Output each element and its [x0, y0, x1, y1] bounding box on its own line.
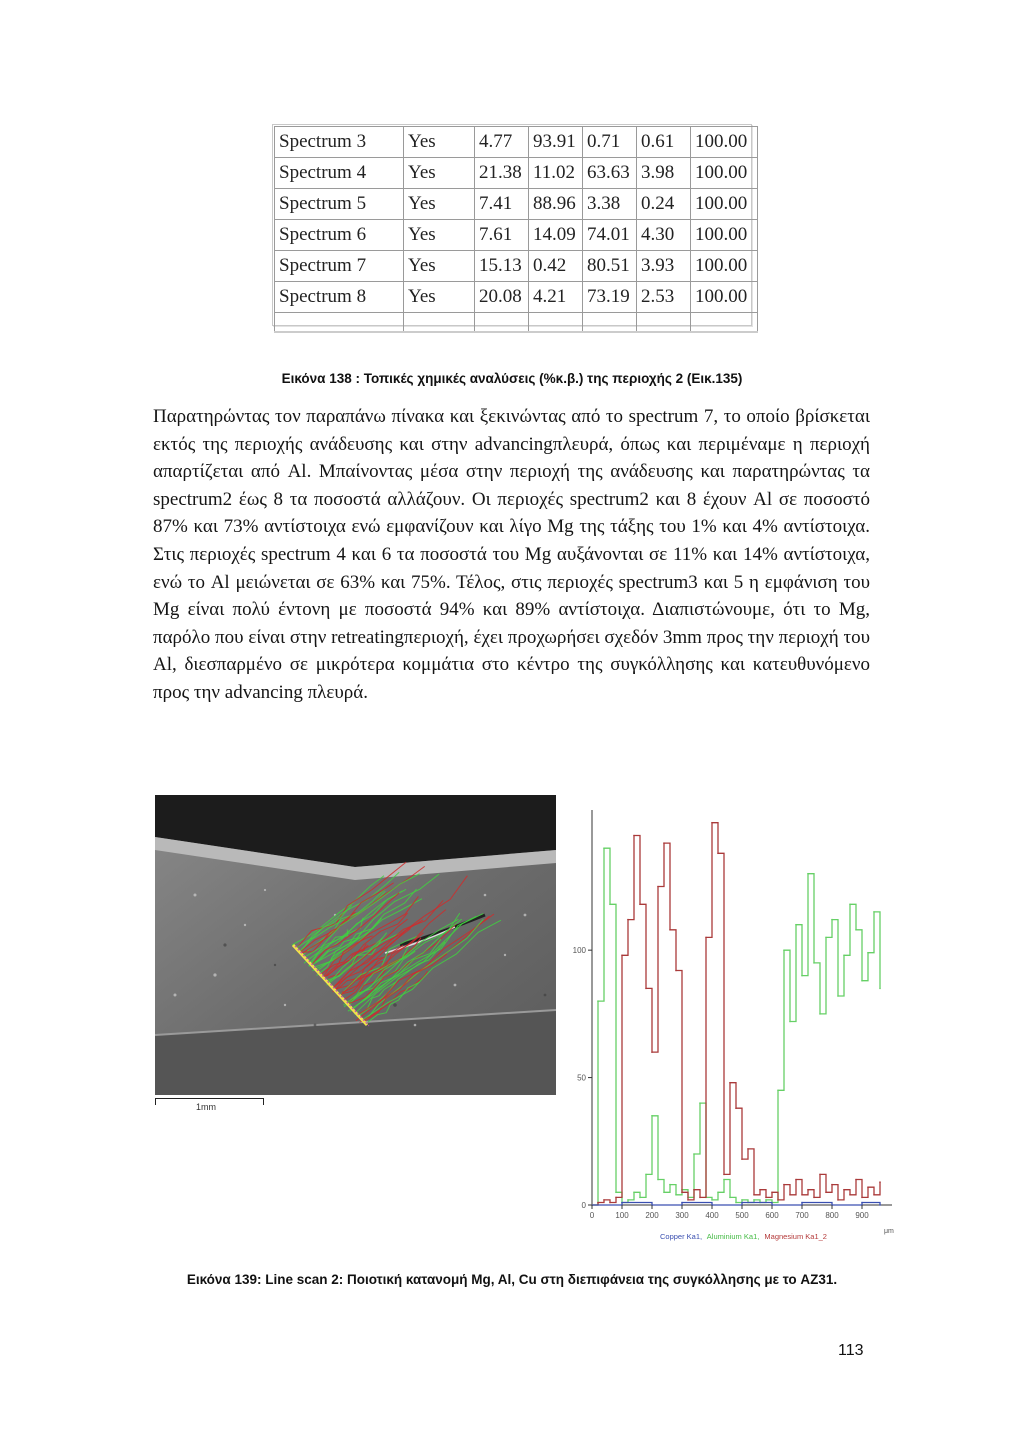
table-cell: Yes	[404, 251, 475, 282]
data-point	[741, 1202, 743, 1204]
sem-micrograph	[155, 795, 556, 1095]
x-tick-label: 200	[645, 1211, 659, 1220]
data-point	[765, 1199, 767, 1201]
data-point	[825, 1192, 827, 1194]
data-point	[693, 1153, 695, 1155]
table-cell: 2.53	[637, 282, 691, 313]
table-cell: Yes	[404, 189, 475, 220]
data-point	[879, 1181, 881, 1183]
data-point	[825, 937, 827, 939]
x-tick-label: 700	[795, 1211, 809, 1220]
data-point	[789, 1194, 791, 1196]
data-point	[621, 955, 623, 957]
data-point	[735, 1202, 737, 1204]
y-tick-label: 50	[577, 1073, 586, 1083]
table-cell: Spectrum 5	[275, 189, 404, 220]
table-cell: 0.24	[637, 189, 691, 220]
data-point	[699, 1102, 701, 1104]
table-cell: 100.00	[691, 189, 758, 220]
table-row	[275, 220, 758, 251]
legend-aluminium: Aluminium Ka1,	[706, 1232, 760, 1241]
table-cell: 21.38	[475, 158, 529, 189]
data-point	[873, 911, 875, 913]
data-point	[855, 1179, 857, 1181]
data-point	[783, 1184, 785, 1186]
data-point	[603, 1199, 605, 1201]
legend-copper: Copper Ka1,	[660, 1232, 703, 1241]
data-point	[849, 1194, 851, 1196]
data-point	[801, 1194, 803, 1196]
data-point	[675, 1194, 677, 1196]
table-cell: 100.00	[691, 127, 758, 158]
table-cell: Spectrum 7	[275, 251, 404, 282]
data-point	[657, 886, 659, 888]
table-cell: 20.08	[475, 282, 529, 313]
table-cell: 3.38	[583, 189, 637, 220]
x-tick-label: 400	[705, 1211, 719, 1220]
table-cell: Spectrum 6	[275, 220, 404, 251]
data-point	[657, 1179, 659, 1181]
data-point	[777, 1199, 779, 1201]
data-point	[717, 853, 719, 855]
data-point	[651, 1115, 653, 1117]
data-point	[813, 1197, 815, 1199]
chart-legend	[660, 1232, 830, 1241]
table-cell: Yes	[404, 282, 475, 313]
table-cell: 0.42	[529, 251, 583, 282]
table-cell: 4.77	[475, 127, 529, 158]
table-row	[275, 127, 758, 158]
table-cell: 7.61	[475, 220, 529, 251]
chart-series	[591, 822, 881, 1206]
x-tick-label: 600	[765, 1211, 779, 1220]
data-point	[645, 1174, 647, 1176]
data-point	[633, 1192, 635, 1194]
data-point	[741, 1199, 743, 1201]
data-point	[693, 1189, 695, 1191]
data-point	[801, 1202, 803, 1204]
data-point	[849, 904, 851, 906]
data-point	[681, 1192, 683, 1194]
table-row	[275, 158, 758, 189]
table-cell: Spectrum 3	[275, 127, 404, 158]
legend-magnesium: Magnesium Ka1_2	[764, 1232, 827, 1241]
data-point	[633, 835, 635, 837]
data-point	[753, 1199, 755, 1201]
x-tick-label: 300	[675, 1211, 689, 1220]
data-point	[831, 1184, 833, 1186]
data-point	[711, 1199, 713, 1201]
sem-micrograph-graphic	[155, 795, 556, 1095]
chart-ticks	[573, 946, 870, 1220]
data-point	[723, 1174, 725, 1176]
table-row	[275, 251, 758, 282]
table-cell: 100.00	[691, 158, 758, 189]
data-point	[867, 1186, 869, 1188]
data-point	[603, 847, 605, 849]
data-point	[843, 1189, 845, 1191]
data-point	[855, 929, 857, 931]
x-unit-label: μm	[884, 1228, 894, 1235]
table-cell: 3.93	[637, 251, 691, 282]
x-tick-label: 900	[855, 1211, 869, 1220]
data-point	[765, 1197, 767, 1199]
data-point	[627, 1199, 629, 1201]
series-line	[592, 823, 880, 1205]
data-point	[759, 1189, 761, 1191]
data-point	[723, 1179, 725, 1181]
table-cell: 15.13	[475, 251, 529, 282]
table-cell: 0.61	[637, 127, 691, 158]
table-row	[275, 189, 758, 220]
data-point	[813, 962, 815, 964]
table-row-partial	[275, 313, 758, 333]
data-point	[645, 988, 647, 990]
table-cell: Spectrum 4	[275, 158, 404, 189]
data-point	[711, 822, 713, 824]
data-point	[621, 1202, 623, 1204]
data-point	[687, 1199, 689, 1201]
table-cell: 3.98	[637, 158, 691, 189]
data-point	[819, 1013, 821, 1015]
data-point	[741, 1158, 743, 1160]
data-point	[639, 904, 641, 906]
data-point	[609, 1202, 611, 1204]
data-point	[669, 1184, 671, 1186]
data-point	[663, 1192, 665, 1194]
data-point	[807, 873, 809, 875]
x-tick-label: 800	[825, 1211, 839, 1220]
data-point	[639, 1197, 641, 1199]
data-point	[837, 995, 839, 997]
data-point	[771, 1192, 773, 1194]
table-cell: 100.00	[691, 251, 758, 282]
figure-caption-138: Εικόνα 138 : Τοπικές χημικές αναλύσεις (%κ.β.) της περιοχής 2 (Εικ.135)	[281, 371, 743, 386]
data-point	[675, 970, 677, 972]
table-row	[275, 282, 758, 313]
data-point	[669, 929, 671, 931]
data-point	[753, 1194, 755, 1196]
data-point	[609, 904, 611, 906]
table-cell: 74.01	[583, 220, 637, 251]
data-point	[837, 1199, 839, 1201]
data-point	[867, 952, 869, 954]
data-point	[783, 949, 785, 951]
spectrum-table	[274, 126, 758, 333]
data-point	[873, 1194, 875, 1196]
table-cell: 7.41	[475, 189, 529, 220]
series-line	[592, 848, 880, 1205]
data-point	[747, 1148, 749, 1150]
table-cell: 100.00	[691, 220, 758, 251]
table-cell: 4.21	[529, 282, 583, 313]
data-point	[729, 1197, 731, 1199]
data-point	[681, 1202, 683, 1204]
data-point	[861, 1202, 863, 1204]
data-point	[861, 980, 863, 982]
table-cell: 100.00	[691, 282, 758, 313]
body-paragraph: Παρατηρώντας τον παραπάνω πίνακα και ξεκινώντας από το spectrum 7, το οποίο βρίσκεται εκτός της περιοχής ανάδευσης και στην advancingπλευρά, όπως και περιμέναμε η περιοχή απαρτίζεται από Al. Μπαίνοντας μέσα στην περιοχή της ανάδευσης και παρατηρώντας τα spectrum2 έως 8 τα ποσοστά αλλάζουν. Οι περιοχές spectrum2 και 8 έχουν Al σε ποσοστό 87% και 73% αντίστοιχα ενώ εμφανίζουν και λίγο Mg της τάξης του 1% και 4% αντίστοιχα. Στις περιοχές spectrum 4 και 6 τα ποσοστά του Mg αυξάνονται σε 11% και 14% αντίστοιχα, ενώ το Al μειώνεται σε 63% και 75%. Τέλος, στις περιοχές spectrum3 και 5 η εμφάνιση του Mg είναι πολύ έντονη με ποσοστά 94% και 89% αντίστοιχα. Διαπιστώνουμε, ότι το Mg, παρόλο που είναι στην retreatingπεριοχή, έχει προχωρήσει σχεδόν 3mm προς την περιοχή του Al, διεσπαρμένο σε μικρότερα κομμάτια στο κέντρο της συγκόλλησης και κατευθυνόμενο προς την advancing πλευρά.	[153, 406, 870, 703]
data-point	[795, 1179, 797, 1181]
table-cell: 93.91	[529, 127, 583, 158]
table-cell: 63.63	[583, 158, 637, 189]
x-tick-label: 100	[615, 1211, 629, 1220]
x-tick-label: 500	[735, 1211, 749, 1220]
data-point	[735, 1107, 737, 1109]
data-point	[843, 955, 845, 957]
data-point	[717, 1192, 719, 1194]
table-cell: 11.02	[529, 158, 583, 189]
data-point	[801, 975, 803, 977]
table-cell: 4.30	[637, 220, 691, 251]
data-point	[699, 1197, 701, 1199]
table-cell: 73.19	[583, 282, 637, 313]
data-point	[795, 924, 797, 926]
table-cell: Yes	[404, 220, 475, 251]
linescan-chart	[560, 800, 900, 1230]
data-point	[729, 1082, 731, 1084]
data-point	[663, 842, 665, 844]
data-point	[597, 1202, 599, 1204]
table-cell: 14.09	[529, 220, 583, 251]
page-number: 113	[838, 1342, 864, 1359]
data-point	[831, 919, 833, 921]
figure-caption-139: Εικόνα 139: Line scan 2: Ποιοτική κατανομή Mg, Al, Cu στη διεπιφάνεια της συγκόλλησης με το AZ31.	[186, 1272, 838, 1287]
data-point	[705, 937, 707, 939]
table-cell: Yes	[404, 158, 475, 189]
data-point	[819, 1174, 821, 1176]
data-point	[807, 1189, 809, 1191]
y-tick-label: 100	[572, 946, 586, 956]
table-cell: Spectrum 8	[275, 282, 404, 313]
data-point	[627, 919, 629, 921]
data-point	[789, 1021, 791, 1023]
x-tick-label: 0	[589, 1211, 595, 1220]
table-cell: 80.51	[583, 251, 637, 282]
data-point	[597, 1000, 599, 1002]
table-cell: Yes	[404, 127, 475, 158]
data-point	[879, 1204, 881, 1206]
scale-bar-label: 1mm	[196, 1102, 216, 1112]
data-point	[861, 1197, 863, 1199]
table-cell: 0.71	[583, 127, 637, 158]
data-point	[615, 1192, 617, 1194]
data-point	[879, 988, 881, 990]
y-tick-label: 0	[581, 1201, 586, 1210]
data-point	[615, 1197, 617, 1199]
data-point	[777, 1090, 779, 1092]
table-cell: 88.96	[529, 189, 583, 220]
data-point	[651, 1051, 653, 1053]
